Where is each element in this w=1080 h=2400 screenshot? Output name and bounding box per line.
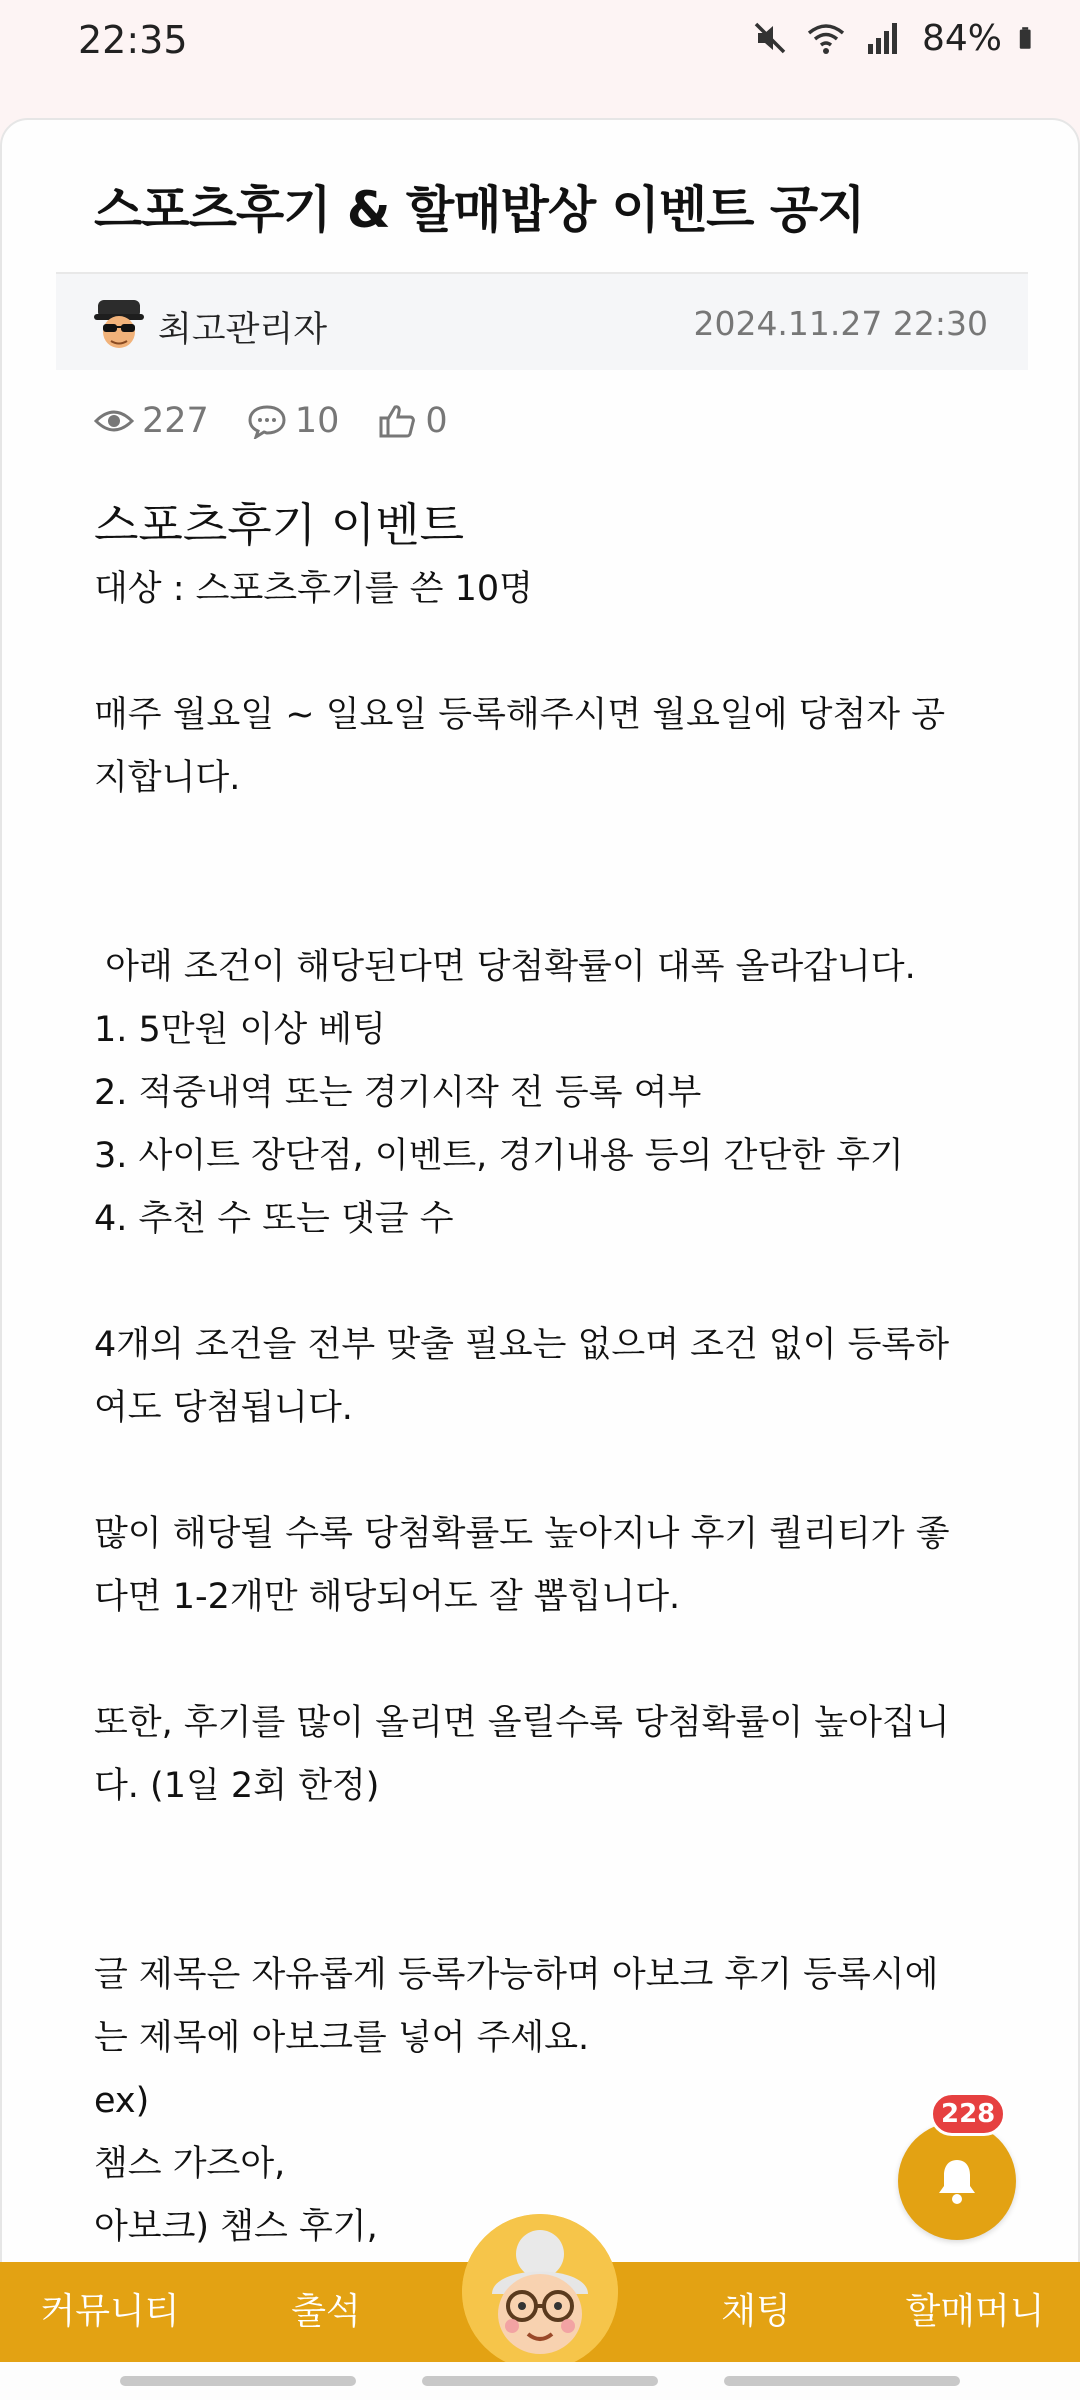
content-line: 매주 월요일 ~ 일요일 등록해주시면 월요일에 당첨자 공	[94, 695, 946, 735]
thumbs-up-icon	[377, 403, 417, 439]
content-line: 글 제목은 자유롭게 등록가능하며 아보크 후기 등록시에	[94, 1955, 939, 1995]
content-body	[94, 558, 994, 2259]
content-line: 또한, 후기를 많이 올리면 올릴수록 당첨확률이 높아집니	[94, 1703, 950, 1743]
battery-icon	[1018, 18, 1042, 58]
content-line: 대상 : 스포츠후기를 쓴 10명	[94, 569, 533, 609]
nav-chat[interactable]: 채팅	[721, 2291, 791, 2332]
nav-home-button[interactable]	[462, 2214, 618, 2370]
post-stats	[94, 396, 486, 446]
content-line: 다면 1-2개만 해당되어도 잘 뽑힙니다.	[94, 1577, 681, 1617]
admin-avatar[interactable]	[92, 298, 146, 352]
content-line: 많이 해당될 수록 당첨확률도 높아지나 후기 퀄리티가 좋	[94, 1514, 950, 1554]
nav-community[interactable]: 커뮤니티	[40, 2291, 180, 2332]
content-line: 2. 적중내역 또는 경기시작 전 등록 여부	[94, 1073, 702, 1113]
content-line: 는 제목에 아보크를 넣어 주세요.	[94, 2018, 590, 2058]
post-title: 스포츠후기 & 할매밥상 이벤트 공지	[94, 181, 865, 239]
comments-count: 10	[294, 401, 340, 441]
likes-count: 0	[425, 401, 448, 441]
mute-icon	[750, 18, 790, 58]
content-line	[94, 1881, 994, 1944]
content-line: 여도 당첨됩니다.	[94, 1388, 353, 1428]
gesture-pill-center[interactable]	[422, 2376, 658, 2386]
post-content	[94, 492, 994, 2259]
nav-attendance[interactable]: 출석	[291, 2291, 361, 2332]
content-line	[94, 621, 994, 684]
likes-stat[interactable]	[377, 401, 447, 441]
comments-stat[interactable]	[247, 401, 340, 441]
content-line	[94, 1440, 994, 1503]
content-heading: 스포츠후기 이벤트	[94, 498, 465, 552]
eye-icon	[94, 403, 134, 439]
gesture-pill-left[interactable]	[120, 2376, 356, 2386]
battery-percent: 84%	[921, 17, 1002, 59]
notification-badge: 228	[930, 2092, 1006, 2136]
post-date: 2024.11.27 22:30	[693, 304, 988, 343]
views-stat	[94, 401, 209, 441]
status-bar	[0, 0, 1080, 72]
content-line	[94, 810, 994, 873]
comment-icon	[247, 403, 287, 439]
gesture-pill-right[interactable]	[724, 2376, 960, 2386]
content-line: 3. 사이트 장단점, 이벤트, 경기내용 등의 간단한 후기	[94, 1136, 904, 1176]
author-name[interactable]: 최고관리자	[158, 310, 328, 350]
status-time: 22:35	[78, 18, 188, 62]
content-line: 아보크) 챔스 후기,	[94, 2207, 378, 2247]
content-line: 4. 추천 수 또는 댓글 수	[94, 1199, 454, 1239]
notification-button[interactable]	[898, 2122, 1016, 2240]
content-line: ex)	[94, 2081, 150, 2121]
bell-icon	[934, 2156, 980, 2206]
content-line	[94, 1629, 994, 1692]
views-count: 227	[142, 401, 209, 441]
content-line: 아래 조건이 해당된다면 당첨확률이 대폭 올라갑니다.	[94, 947, 916, 987]
signal-icon	[862, 18, 902, 58]
nav-halmae-money[interactable]: 할매머니	[905, 2291, 1045, 2332]
grandma-mascot-icon	[462, 2214, 618, 2370]
content-line: 4개의 조건을 전부 맞출 필요는 없으며 조건 없이 등록하	[94, 1325, 950, 1365]
gesture-bar	[0, 2362, 1080, 2400]
content-line	[94, 1818, 994, 1881]
content-line: 지합니다.	[94, 758, 241, 798]
status-icons	[750, 16, 1042, 60]
content-line: 다. (1일 2회 한정)	[94, 1766, 380, 1806]
post-meta	[56, 272, 1028, 370]
wifi-icon	[806, 18, 846, 58]
content-line: 챔스 가즈아,	[94, 2144, 286, 2184]
content-line	[94, 1251, 994, 1314]
content-line	[94, 873, 994, 936]
content-line: 1. 5만원 이상 베팅	[94, 1010, 386, 1050]
